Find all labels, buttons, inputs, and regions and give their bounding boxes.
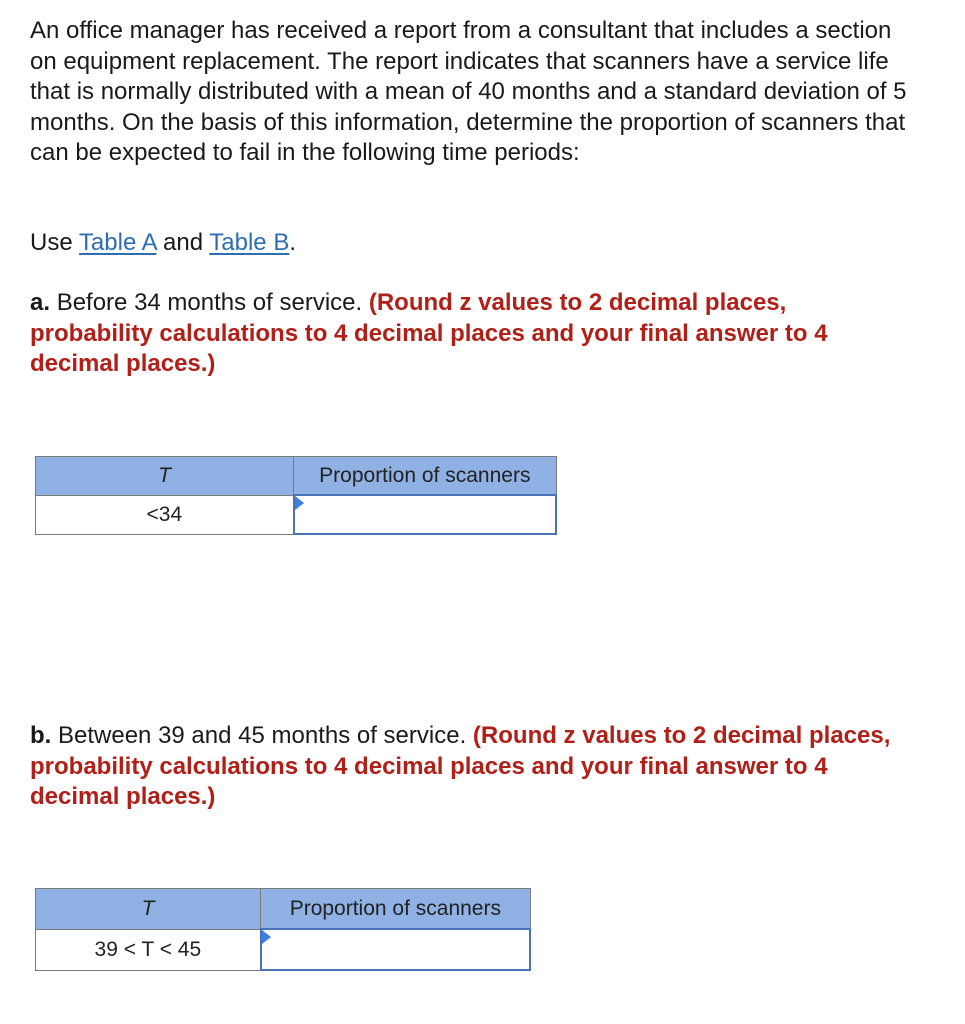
part-a-answer-table xyxy=(35,456,557,535)
proportion-column-header: Proportion of scanners xyxy=(294,457,556,496)
part-b-answer-input[interactable] xyxy=(262,930,529,969)
part-b-answer-table xyxy=(35,888,531,971)
table-b-link[interactable]: Table B xyxy=(209,229,290,256)
proportion-answer-cell[interactable] xyxy=(261,929,530,970)
t-range-cell: 39 < T < 45 xyxy=(36,929,261,970)
part-b-label: b. xyxy=(30,722,52,749)
t-range-cell: <34 xyxy=(36,495,294,534)
part-a-instruction: (Round z values to 2 decimal places, probability calculations to 4 decimal places and your final answer to 4 decimal places.) xyxy=(30,289,828,377)
part-a-text: Before 34 months of service. xyxy=(56,289,363,316)
part-a-label: a. xyxy=(30,289,51,316)
table-a-link[interactable]: Table A xyxy=(78,229,157,256)
part-b-text: Between 39 and 45 months of service. xyxy=(58,722,467,749)
proportion-column-header: Proportion of scanners xyxy=(261,889,530,930)
proportion-answer-cell[interactable] xyxy=(294,495,556,534)
use-conjunction: and xyxy=(163,229,204,256)
problem-intro: An office manager has received a report from a consultant that includes a section on equipment replacement. The report indicates that scanners have a service life that is normally distributed with a mean of 40 months and a standard deviation of 5 months. On the basis of this information, determine the proportion of scanners that can be expected to fail in the following time periods: xyxy=(30,17,907,166)
input-marker-icon xyxy=(262,930,271,944)
table-row xyxy=(36,495,557,534)
part-b-question xyxy=(30,721,910,813)
input-marker-icon xyxy=(295,496,304,510)
use-tables-line xyxy=(30,228,296,259)
table-header-row xyxy=(36,457,557,496)
part-a-answer-input[interactable] xyxy=(295,496,555,533)
use-prefix: Use xyxy=(30,229,73,256)
use-suffix: . xyxy=(289,229,297,256)
table-header-row xyxy=(36,889,531,930)
t-column-header: T xyxy=(36,889,261,930)
part-a-question xyxy=(30,288,910,380)
t-column-header: T xyxy=(36,457,294,496)
table-row xyxy=(36,929,531,970)
part-b-instruction: (Round z values to 2 decimal places, probability calculations to 4 decimal places and your final answer to 4 decimal places.) xyxy=(30,722,891,810)
